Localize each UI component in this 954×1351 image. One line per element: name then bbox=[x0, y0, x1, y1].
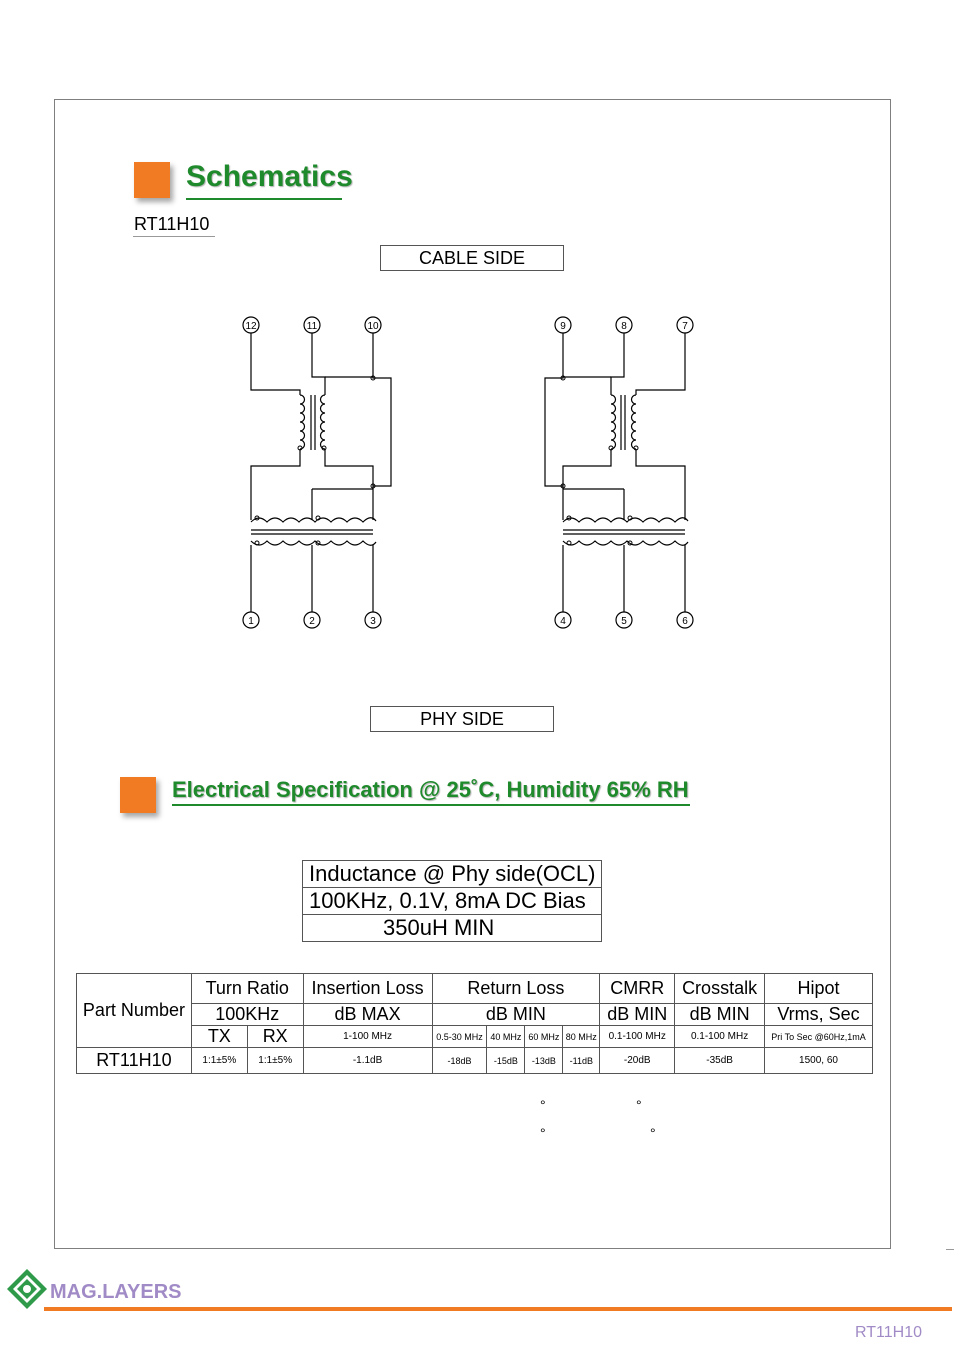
schematics-heading: Schematics bbox=[186, 160, 353, 193]
choke-right-top bbox=[563, 518, 688, 522]
coil-right-secondary bbox=[632, 395, 637, 449]
row-part: RT11H10 bbox=[77, 1048, 192, 1074]
hipot-unit: Vrms, Sec bbox=[765, 1004, 873, 1026]
crosstalk-unit: dB MIN bbox=[675, 1004, 765, 1026]
pin-12-label: 12 bbox=[245, 321, 257, 332]
crosstalk-freq: 0.1-100 MHz bbox=[675, 1026, 765, 1048]
inductance-table bbox=[302, 860, 602, 942]
pin-9-label: 9 bbox=[560, 321, 566, 332]
pin-5-label: 5 bbox=[621, 616, 627, 627]
edge-tick bbox=[946, 1249, 954, 1250]
pin-1-label: 1 bbox=[248, 616, 254, 627]
pin-11-label: 11 bbox=[306, 321, 318, 332]
note-marker: ° bbox=[540, 1125, 546, 1141]
return-unit: dB MIN bbox=[432, 1004, 600, 1026]
cmrr-freq: 0.1-100 MHz bbox=[600, 1026, 675, 1048]
cmrr-unit: dB MIN bbox=[600, 1004, 675, 1026]
note-marker: ° bbox=[650, 1125, 656, 1141]
row-rx: 1:1±5% bbox=[247, 1048, 303, 1074]
row-return-4: -11dB bbox=[563, 1048, 600, 1074]
wire-pin10 bbox=[373, 333, 391, 492]
inductance-condition: 100KHz, 0.1V, 8mA DC Bias bbox=[303, 888, 602, 915]
choke-left-bottom bbox=[251, 541, 376, 545]
phy-side-label: PHY SIDE bbox=[370, 706, 554, 732]
row-crosstalk: -35dB bbox=[675, 1048, 765, 1074]
return-freq-3: 60 MHz bbox=[525, 1026, 563, 1048]
electrical-heading-underline bbox=[172, 804, 690, 806]
spec-table bbox=[76, 973, 873, 1074]
table-row bbox=[77, 1048, 873, 1074]
row-tx: 1:1±5% bbox=[191, 1048, 247, 1074]
brand-name: MAG.LAYERS bbox=[50, 1281, 182, 1303]
footer-model-code: RT11H10 bbox=[855, 1324, 922, 1341]
row-return-2: -15dB bbox=[487, 1048, 525, 1074]
pin-2-label: 2 bbox=[309, 616, 315, 627]
note-marker: ° bbox=[540, 1097, 546, 1113]
row-hipot: 1500, 60 bbox=[765, 1048, 873, 1074]
coil-left-primary bbox=[300, 395, 305, 449]
pin-6-label: 6 bbox=[682, 616, 688, 627]
pin-3-label: 3 bbox=[370, 616, 376, 627]
section-marker-electrical bbox=[120, 777, 156, 813]
cmrr-header: CMRR bbox=[600, 974, 675, 1004]
hipot-condition: Pri To Sec @60Hz,1mA bbox=[765, 1026, 873, 1048]
insertion-unit: dB MAX bbox=[303, 1004, 432, 1026]
inductance-value: 350uH MIN bbox=[303, 915, 602, 942]
return-freq-1: 0.5-30 MHz bbox=[432, 1026, 487, 1048]
pin-4-label: 4 bbox=[560, 616, 566, 627]
tx-header: TX bbox=[191, 1026, 247, 1048]
choke-left-top bbox=[251, 518, 376, 522]
rx-header: RX bbox=[247, 1026, 303, 1048]
maglayers-logo-icon bbox=[6, 1268, 48, 1310]
hipot-header: Hipot bbox=[765, 974, 873, 1004]
crosstalk-header: Crosstalk bbox=[675, 974, 765, 1004]
electrical-heading: Electrical Specification @ 25˚C, Humidity 65% RH bbox=[172, 777, 689, 802]
model-label: RT11H10 bbox=[134, 214, 210, 234]
row-cmrr: -20dB bbox=[600, 1048, 675, 1074]
coil-left-secondary bbox=[321, 395, 326, 449]
wire-pin11 bbox=[312, 333, 325, 395]
pin-8-label: 8 bbox=[621, 321, 627, 332]
note-marker: ° bbox=[636, 1097, 642, 1113]
pin-7-label: 7 bbox=[682, 321, 688, 332]
footer-bar bbox=[44, 1307, 952, 1311]
row-return-3: -13dB bbox=[525, 1048, 563, 1074]
insertion-loss-header: Insertion Loss bbox=[303, 974, 432, 1004]
wire-pin12 bbox=[251, 333, 300, 395]
pin-10-label: 10 bbox=[367, 321, 379, 332]
coil-right-primary bbox=[611, 395, 616, 449]
row-insertion: -1.1dB bbox=[303, 1048, 432, 1074]
inductance-title: Inductance @ Phy side(OCL) bbox=[303, 861, 602, 888]
return-loss-header: Return Loss bbox=[432, 974, 600, 1004]
row-return-1: -18dB bbox=[432, 1048, 487, 1074]
return-freq-4: 80 MHz bbox=[563, 1026, 600, 1048]
part-number-header: Part Number bbox=[77, 974, 192, 1048]
insertion-freq: 1-100 MHz bbox=[303, 1026, 432, 1048]
return-freq-2: 40 MHz bbox=[487, 1026, 525, 1048]
cable-side-label: CABLE SIDE bbox=[380, 245, 564, 271]
choke-right-bottom bbox=[563, 541, 688, 545]
turn-ratio-header: Turn Ratio bbox=[191, 974, 303, 1004]
turn-ratio-freq: 100KHz bbox=[191, 1004, 303, 1026]
